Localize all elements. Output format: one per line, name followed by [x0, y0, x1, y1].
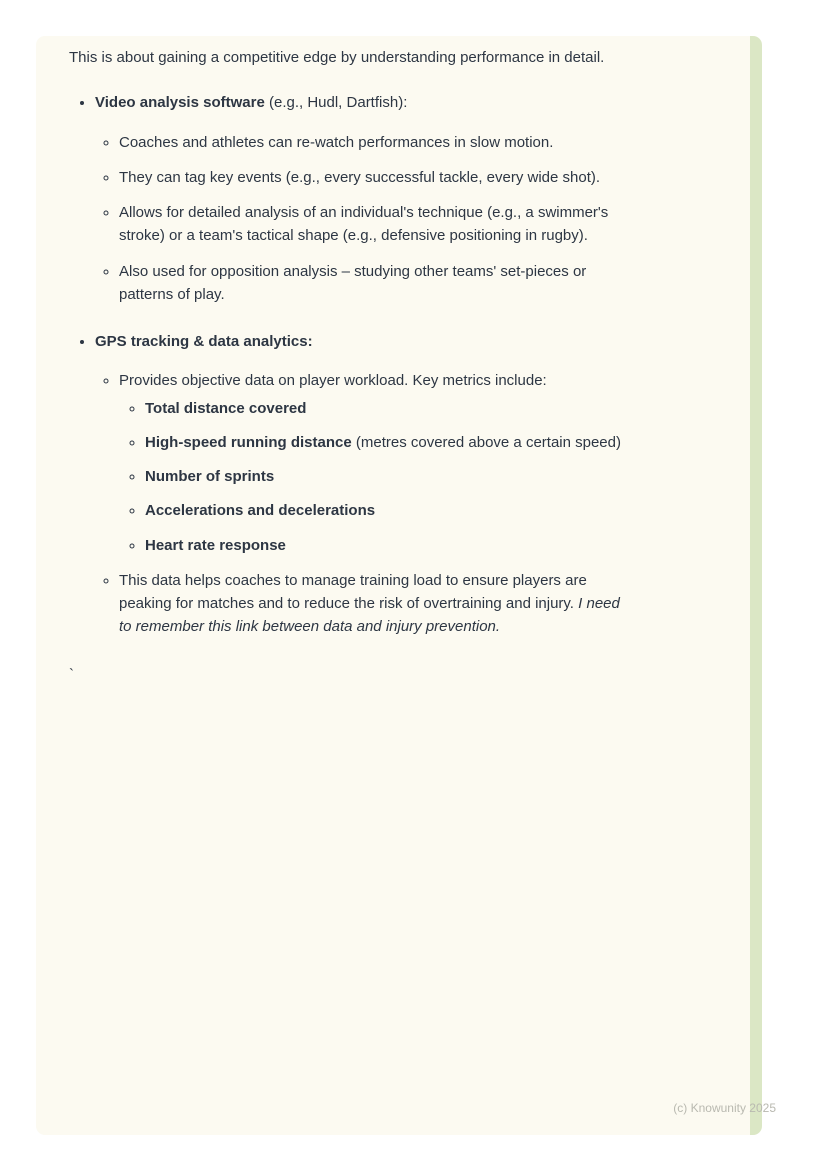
list-item-text	[145, 534, 632, 557]
bullet-list-level-1	[69, 91, 632, 638]
list-item-text	[119, 166, 632, 189]
text-segment-bold: Accelerations and decelerations	[145, 502, 376, 520]
list-item-text	[119, 569, 632, 639]
list-item-text	[119, 131, 632, 154]
list-item	[119, 166, 632, 189]
list-item	[119, 260, 632, 307]
text-segment-italic: I need to remember this link between data and injury prevention.	[119, 595, 620, 636]
text-segment-normal: Also used for opposition analysis – studying other teams' set-pieces or patterns of play.	[119, 262, 587, 303]
intro-paragraph: This is about gaining a competitive edge by understanding performance in detail.	[69, 49, 605, 66]
list-item	[119, 201, 632, 248]
list-item-text	[145, 397, 632, 420]
text-segment-bold: High-speed running distance	[145, 433, 352, 451]
document-content	[36, 36, 762, 686]
list-item-text	[95, 330, 632, 353]
text-segment-normal: (metres covered above a certain speed)	[351, 433, 621, 451]
text-segment-normal: Allows for detailed analysis of an individual's technique (e.g., a swimmer's stroke) or a team's tactical shape (e.g., defensive positioning in rugby).	[119, 204, 609, 245]
document-page	[36, 36, 776, 1135]
text-segment-bold: Number of sprints	[145, 468, 275, 485]
text-segment-normal: Coaches and athletes can re-watch performances in slow motion.	[119, 133, 554, 151]
list-item	[119, 131, 632, 154]
list-item	[119, 369, 632, 557]
list-item-text	[95, 91, 632, 114]
text-segment-bold: GPS tracking & data analytics:	[95, 333, 313, 350]
text-segment-normal: Provides objective data on player workload. Key metrics include:	[119, 372, 547, 390]
text-segment-normal: (e.g., Hudl, Dartfish):	[264, 94, 408, 112]
text-segment-bold: Total distance covered	[145, 399, 307, 417]
list-item-text	[119, 369, 632, 392]
list-item-text	[145, 499, 632, 522]
bullet-list-level-3	[119, 397, 632, 557]
list-item-text	[119, 260, 632, 307]
list-item	[145, 431, 632, 454]
list-item	[145, 397, 632, 420]
list-item-text	[145, 431, 632, 454]
text-segment-bold: Heart rate response	[145, 536, 286, 554]
bullet-list-level-2	[95, 369, 632, 638]
text-segment-normal: This data helps coaches to manage training load to ensure players are peaking for matches and to reduce the risk of overtraining and injury.	[119, 571, 587, 612]
text-segment-bold: Video analysis software	[95, 94, 265, 112]
list-item-text	[145, 465, 632, 488]
list-item	[145, 465, 632, 488]
list-item-text	[119, 201, 632, 248]
list-item	[145, 534, 632, 557]
text-segment-normal: They can tag key events (e.g., every successful tackle, every wide shot).	[119, 168, 601, 186]
bullet-list-root	[69, 91, 632, 638]
bullet-list-level-2	[95, 131, 632, 307]
list-item	[119, 569, 632, 639]
copyright-watermark: (c) Knowunity 2025	[673, 1101, 776, 1115]
list-item	[145, 499, 632, 522]
stray-backtick: `	[69, 665, 74, 683]
list-item	[95, 330, 632, 639]
list-item	[95, 91, 632, 306]
